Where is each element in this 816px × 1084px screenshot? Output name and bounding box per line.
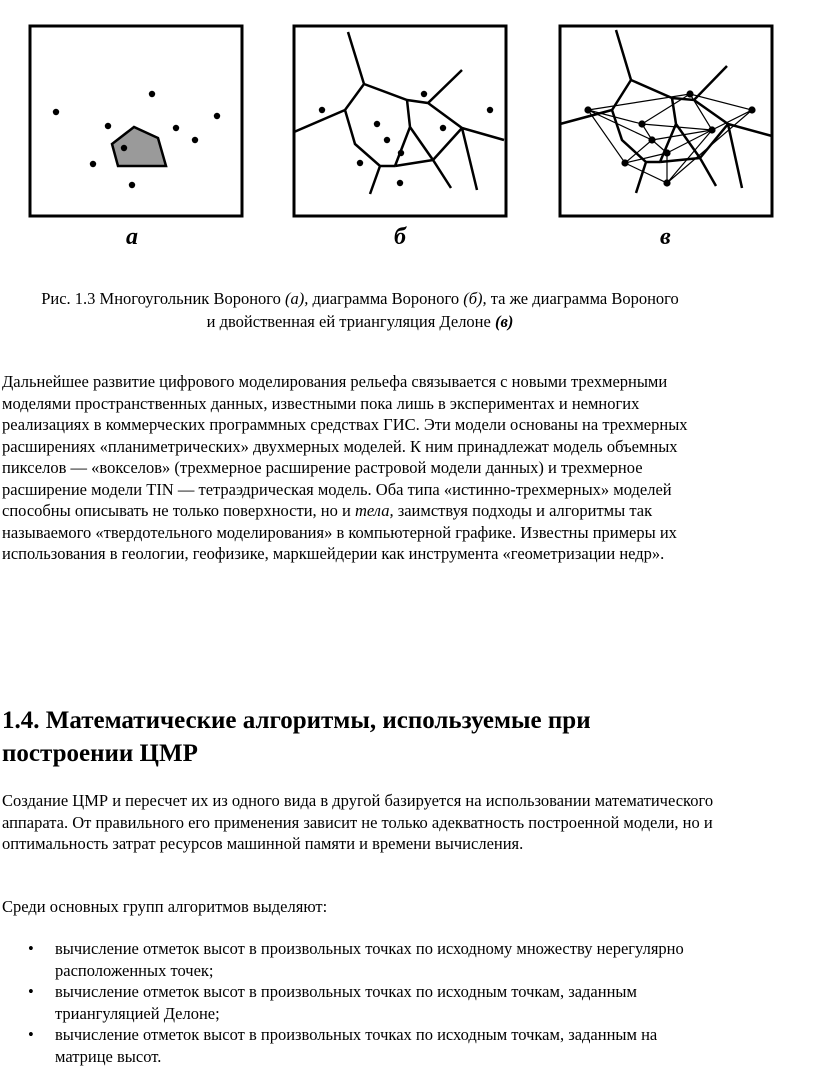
caption-ref-b: (б), [463, 289, 487, 308]
panel-label-a: а [126, 224, 138, 250]
section-heading: 1.4. Математические алгоритмы, используемые при построении ЦМР [2, 707, 591, 767]
panel-b-frame [294, 26, 506, 216]
list-item [0, 938, 716, 981]
figure-caption-line1 [0, 287, 720, 310]
panel-a [30, 26, 242, 250]
panel-b [294, 26, 506, 250]
list-item-text: вычисление отметок высот в произвольных точках по исходным точкам, заданным на матрице высот. [55, 1025, 658, 1066]
voronoi-figure [0, 0, 816, 260]
italic-term: тела, [354, 501, 394, 520]
panel-label-v: в [660, 224, 671, 250]
caption-ref-a: (а), [285, 289, 309, 308]
panel-a-frame [30, 26, 242, 216]
caption-ref-v: (в) [494, 312, 514, 331]
panel-v [560, 26, 772, 250]
caption-text: и двойственная ей триангуляция Делоне [206, 312, 495, 331]
list-item-text: вычисление отметок высот в произвольных точках по исходным точкам, заданным триангуляцией Делоне; [55, 982, 637, 1023]
caption-text: Рис. 1.3 Многоугольник Вороного [41, 289, 286, 308]
paragraph-3d-models [2, 371, 714, 565]
paragraph-algorithm-groups: Среди основных групп алгоритмов выделяют: [2, 897, 328, 916]
caption-text: диаграмма Вороного [308, 289, 464, 308]
panel-v-frame [560, 26, 772, 216]
caption-text: та же диаграмма Вороного [486, 289, 679, 308]
voronoi-polygon [112, 127, 166, 166]
bullet-marker: • [28, 982, 34, 1001]
figure-caption-line2 [0, 310, 720, 333]
list-item [0, 981, 716, 1024]
list-item-text: вычисление отметок высот в произвольных точках по исходному множеству нерегулярно расположенных точек; [55, 939, 684, 980]
paragraph-dem-creation: Создание ЦМР и пересчет их из одного вида в другой базируется на использовании математического аппарата. От правильного его применения зависит не только адекватность построенной модели, но и оптимальность затрат ресурсов машинной памяти и времени вычисления. [2, 791, 714, 853]
panel-label-b: б [394, 224, 406, 250]
list-item [0, 1024, 716, 1067]
paragraph-text: заимствуя подходы и алгоритмы так называемого «твердотельного моделирования» в компьютерной графике. Известны примеры их использования в геологии, геофизике, маркшейдерии как инструмента «геометризации недр». [2, 501, 677, 563]
voronoi-edges [294, 32, 504, 194]
bullet-marker: • [28, 1025, 34, 1044]
algorithm-list [0, 938, 716, 1067]
bullet-marker: • [28, 939, 34, 958]
paragraph-text: Дальнейшее развитие цифрового моделирования рельефа связывается с новыми трехмерными моделями пространственных данных, известными пока лишь в экспериментах и немногих реализациях в коммерческих программных средствах ГИС. Эти модели основаны на трехмерных расширениях «планиметрических» двухмерных моделей. К ним принадлежат модель объемных пикселов — «вокселов» (трехмерное расширение растровой модели данных) и трехмерное расширение модели TIN — тетраэдрическая модель. Оба типа «истинно-трехмерных» моделей способны описывать не только поверхности, но и [2, 372, 688, 520]
